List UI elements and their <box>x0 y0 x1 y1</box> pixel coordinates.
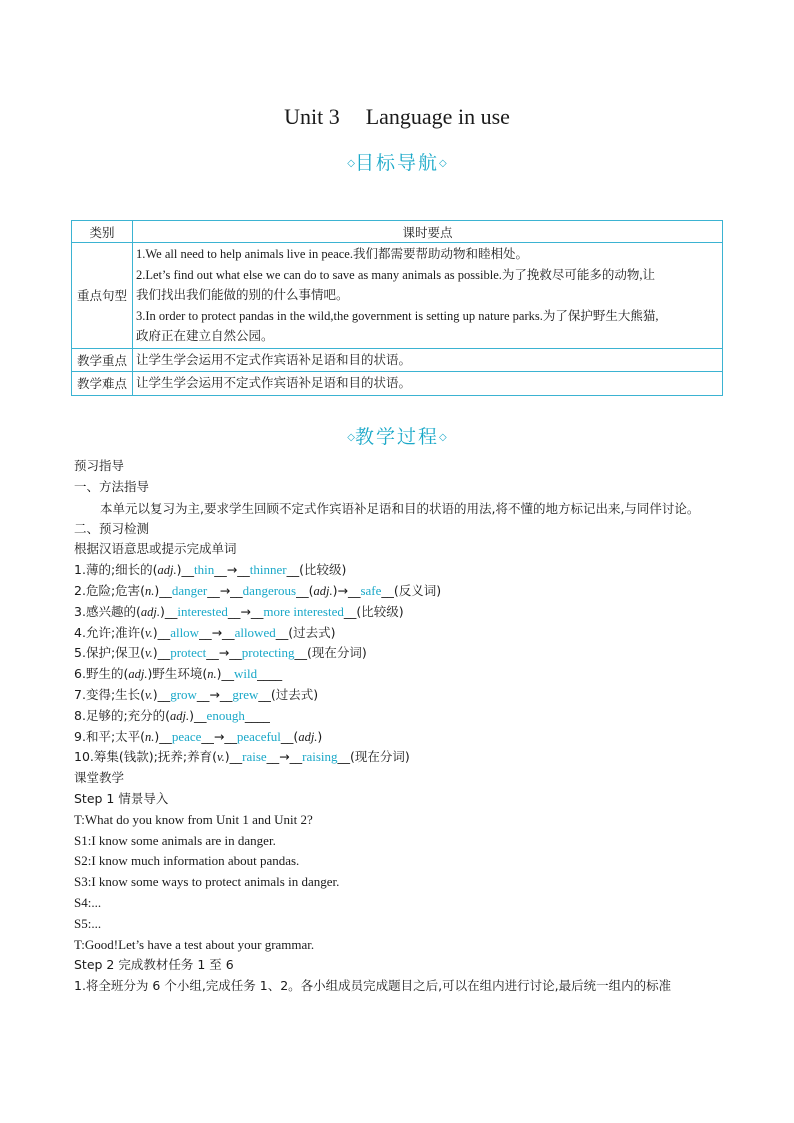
table-row <box>72 348 723 372</box>
method-paragraph: 本单元以复习为主,要求学生回顾不定式作宾语补足语和目的状语的用法,将不懂的地方标记出来,与同伴讨论。 <box>100 500 700 516</box>
answer: grew <box>232 686 259 702</box>
header-points: 课时要点 <box>133 221 723 243</box>
dialogue-line: S3:I know some ways to protect animals in danger. <box>74 874 340 890</box>
answer: thinner <box>249 562 287 578</box>
step-title: Step 2 完成教材任务 1 至 6 <box>74 957 234 973</box>
nav-banner-text: 目标导航 <box>354 152 439 174</box>
answer: more interested <box>263 603 344 619</box>
answer: protect <box>170 645 207 661</box>
lesson-content <box>74 456 724 997</box>
dialogue-line: S1:I know some animals are in danger. <box>74 832 276 848</box>
sentence-line: 1.We all need to help animals live in peace.我们都需要帮助动物和睦相处。 <box>136 247 528 261</box>
subsection-heading: 一、方法指导 <box>74 478 150 494</box>
exercise-item: 10.筹集(钱款);抚养;养育(v.)__raise__→__raising__(现在分词) <box>74 749 410 765</box>
diamond-icon: ◇ <box>439 432 447 443</box>
answer: thin <box>194 562 215 578</box>
answer: raise <box>242 749 267 765</box>
answer: dangerous <box>242 582 297 598</box>
process-banner-text: 教学过程 <box>354 426 439 448</box>
row-content: 让学生学会运用不定式作宾语补足语和目的状语。 <box>133 372 723 396</box>
unit-label: Unit 3 <box>284 104 340 129</box>
row-category: 教学重点 <box>72 348 133 372</box>
answer: protecting <box>241 645 295 661</box>
row-category: 重点句型 <box>72 243 133 349</box>
row-content <box>133 243 723 349</box>
diamond-icon: ◇ <box>347 432 355 443</box>
diamond-icon: ◇ <box>347 158 355 169</box>
exercise-item: 9.和平;太平(n.)__peace__→__peaceful__(adj.) <box>74 728 323 744</box>
answer: peace <box>171 728 202 744</box>
page-title <box>0 104 794 130</box>
exercise-item: 1.薄的;细长的(adj.)__thin__→__thinner__(比较级) <box>74 562 347 578</box>
exercise-item: 7.变得;生长(v.)__grow__→__grew__(过去式) <box>74 686 319 702</box>
lesson-points-table <box>71 220 723 396</box>
dialogue-line: S2:I know much information about pandas. <box>74 853 300 869</box>
exercise-item: 2.危险;危害(n.)__danger__→__dangerous__(adj.)→__safe__(反义词) <box>74 582 442 598</box>
instruction-text: 根据汉语意思或提示完成单词 <box>74 541 237 557</box>
answer: allow <box>170 624 200 640</box>
answer: danger <box>171 582 208 598</box>
nav-banner <box>0 148 794 175</box>
answer: interested <box>177 603 228 619</box>
row-content: 让学生学会运用不定式作宾语补足语和目的状语。 <box>133 348 723 372</box>
table-header-row <box>72 221 723 243</box>
exercise-item: 3.感兴趣的(adj.)__interested__→__more interested__(比较级) <box>74 603 404 619</box>
header-category: 类别 <box>72 221 133 243</box>
dialogue-line: T:What do you know from Unit 1 and Unit 2? <box>74 811 313 827</box>
process-banner <box>0 422 794 449</box>
exercise-item: 8.足够的;充分的(adj.)__enough____ <box>74 707 270 723</box>
section-heading: 课堂教学 <box>74 770 125 786</box>
sentence-line: 3.In order to protect pandas in the wild,the government is setting up nature parks.为了保护野生大熊猫, <box>136 308 659 323</box>
section-heading: 预习指导 <box>74 458 125 473</box>
answer: grow <box>170 686 197 702</box>
answer: allowed <box>234 624 276 640</box>
step-text: 1.将全班分为 6 个小组,完成任务 1、2。各小组成员完成题目之后,可以在组内进行讨论,最后统一组内的标准 <box>74 978 672 994</box>
row-category: 教学难点 <box>72 372 133 396</box>
sentence-line: 我们找出我们能做的别的什么事情吧。 <box>136 288 349 302</box>
answer: safe <box>360 582 382 598</box>
answer: raising <box>302 749 338 765</box>
unit-title: Language in use <box>365 104 510 129</box>
exercise-item: 6.野生的(adj.)野生环境(n.)__wild____ <box>74 666 283 682</box>
sentence-line: 2.Let’s find out what else we can do to save as many animals as possible.为了挽救尽可能多的动物,让 <box>136 267 656 282</box>
answer: enough <box>206 707 245 723</box>
table-row <box>72 243 723 349</box>
exercise-item: 5.保护;保卫(v.)__protect__→__protecting__(现在分词) <box>74 645 367 661</box>
step-title: Step 1 情景导入 <box>74 790 169 806</box>
answer: peaceful <box>236 728 281 744</box>
answer: wild <box>234 666 258 682</box>
dialogue-line: S5:... <box>74 915 102 931</box>
table-row <box>72 372 723 396</box>
dialogue-line: S4:... <box>74 894 102 910</box>
subsection-heading: 二、预习检测 <box>74 520 150 536</box>
exercise-item: 4.允许;准许(v.)__allow__→__allowed__(过去式) <box>74 624 336 640</box>
diamond-icon: ◇ <box>439 158 447 169</box>
dialogue-line: T:Good!Let’s have a test about your grammar. <box>74 936 315 952</box>
sentence-line: 政府正在建立自然公园。 <box>136 329 274 343</box>
